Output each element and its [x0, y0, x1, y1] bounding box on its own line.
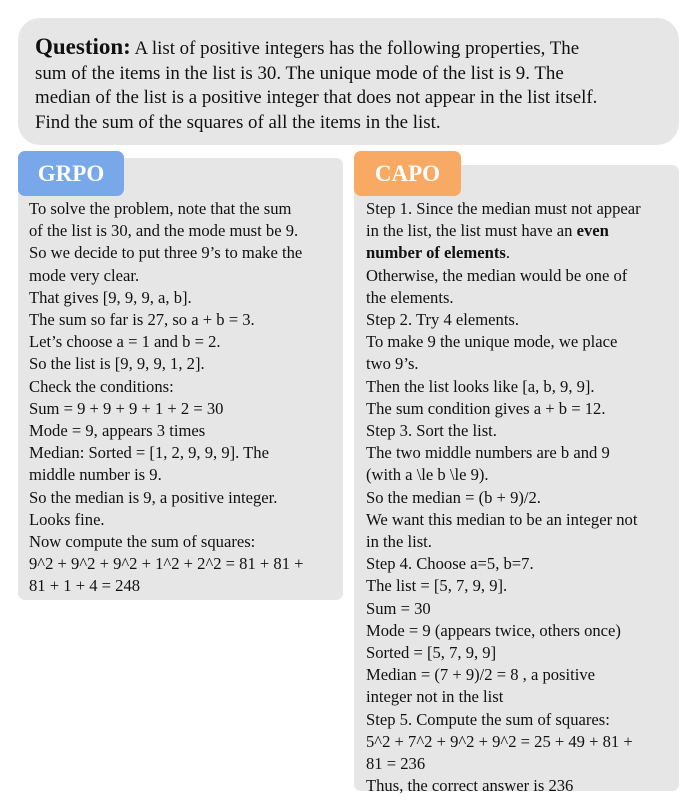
grpo-line: Sum = 9 + 9 + 9 + 1 + 2 = 30 [29, 398, 224, 418]
grpo-line: of the list is 30, and the mode must be 9. [29, 221, 299, 241]
grpo-line: Mode = 9, appears 3 times [29, 421, 206, 441]
capo-title-badge: CAPO [354, 151, 461, 196]
grpo-line: To solve the problem, note that the sum [29, 199, 292, 218]
grpo-line: Now compute the sum of squares: [29, 532, 256, 552]
capo-line: We want this median to be an integer not [366, 509, 638, 529]
grpo-line: Let’s choose a = 1 and b = 2. [29, 332, 221, 352]
capo-line: two 9’s. [366, 354, 419, 374]
grpo-line: So we decide to put three 9’s to make the [29, 243, 303, 263]
capo-line: To make 9 the unique mode, we place [366, 332, 618, 352]
capo-line: So the median = (b + 9)/2. [366, 487, 541, 507]
grpo-line: Median: Sorted = [1, 2, 9, 9, 9]. The [29, 443, 269, 463]
capo-line: Otherwise, the median would be one of [366, 265, 628, 285]
capo-line: Sorted = [5, 7, 9, 9] [366, 643, 497, 663]
capo-line: Step 4. Choose a=5, b=7. [366, 554, 534, 574]
grpo-panel [18, 158, 343, 600]
capo-line: in the list. [366, 532, 432, 552]
capo-emphasis: number of elements [366, 243, 506, 263]
capo-text: . [505, 243, 510, 263]
capo-line: The sum condition gives a + b = 12. [366, 398, 606, 418]
capo-line: Median = (7 + 9)/2 = 8 , a positive [366, 665, 596, 685]
question-line [35, 35, 663, 62]
capo-line: Mode = 9 (appears twice, others once) [366, 620, 621, 640]
question-line: sum of the items in the list is 30. The unique mode of the list is 9. The [35, 62, 564, 84]
capo-line: The two middle numbers are b and 9 [366, 443, 610, 463]
grpo-line: The sum so far is 27, so a + b = 3. [29, 310, 255, 330]
grpo-line: 81 + 1 + 4 = 248 [29, 576, 141, 596]
capo-panel [354, 165, 679, 796]
grpo-line: mode very clear. [29, 265, 140, 285]
capo-line: 5^2 + 7^2 + 9^2 + 9^2 = 25 + 49 + 81 + [366, 731, 633, 751]
question-label: Question: [35, 34, 131, 59]
grpo-line: So the median is 9, a positive integer. [29, 487, 278, 507]
capo-line [366, 220, 673, 242]
capo-line: Step 1. Since the median must not appear [366, 199, 641, 218]
capo-line: Step 5. Compute the sum of squares: [366, 709, 610, 729]
grpo-line: 9^2 + 9^2 + 9^2 + 1^2 + 2^2 = 81 + 81 + [29, 554, 304, 574]
capo-line: Then the list looks like [a, b, 9, 9]. [366, 376, 595, 396]
question-line: Find the sum of the squares of all the items in the list. [35, 111, 441, 133]
grpo-line: So the list is [9, 9, 9, 1, 2]. [29, 354, 205, 374]
capo-line: Step 3. Sort the list. [366, 421, 497, 441]
capo-line: 81 = 236 [366, 754, 426, 774]
capo-line: (with a \le b \le 9). [366, 465, 489, 485]
grpo-line: Looks fine. [29, 509, 105, 529]
grpo-title-badge: GRPO [18, 151, 124, 196]
capo-line: the elements. [366, 287, 454, 307]
capo-line [366, 242, 673, 264]
grpo-line: That gives [9, 9, 9, a, b]. [29, 287, 192, 307]
capo-emphasis: even [576, 221, 609, 241]
capo-line: The list = [5, 7, 9, 9]. [366, 576, 508, 596]
capo-line: Thus, the correct answer is 236 [366, 776, 574, 796]
capo-line: integer not in the list [366, 687, 504, 707]
question-text: A list of positive integers has the following properties, The [130, 38, 580, 59]
capo-line: Step 2. Try 4 elements. [366, 310, 520, 330]
question-line: median of the list is a positive integer that does not appear in the list itself. [35, 87, 598, 108]
grpo-line: Check the conditions: [29, 376, 174, 396]
capo-line: Sum = 30 [366, 598, 431, 618]
capo-text: in the list, the list must have an [366, 221, 577, 241]
question-box [18, 18, 679, 145]
grpo-line: middle number is 9. [29, 465, 162, 485]
